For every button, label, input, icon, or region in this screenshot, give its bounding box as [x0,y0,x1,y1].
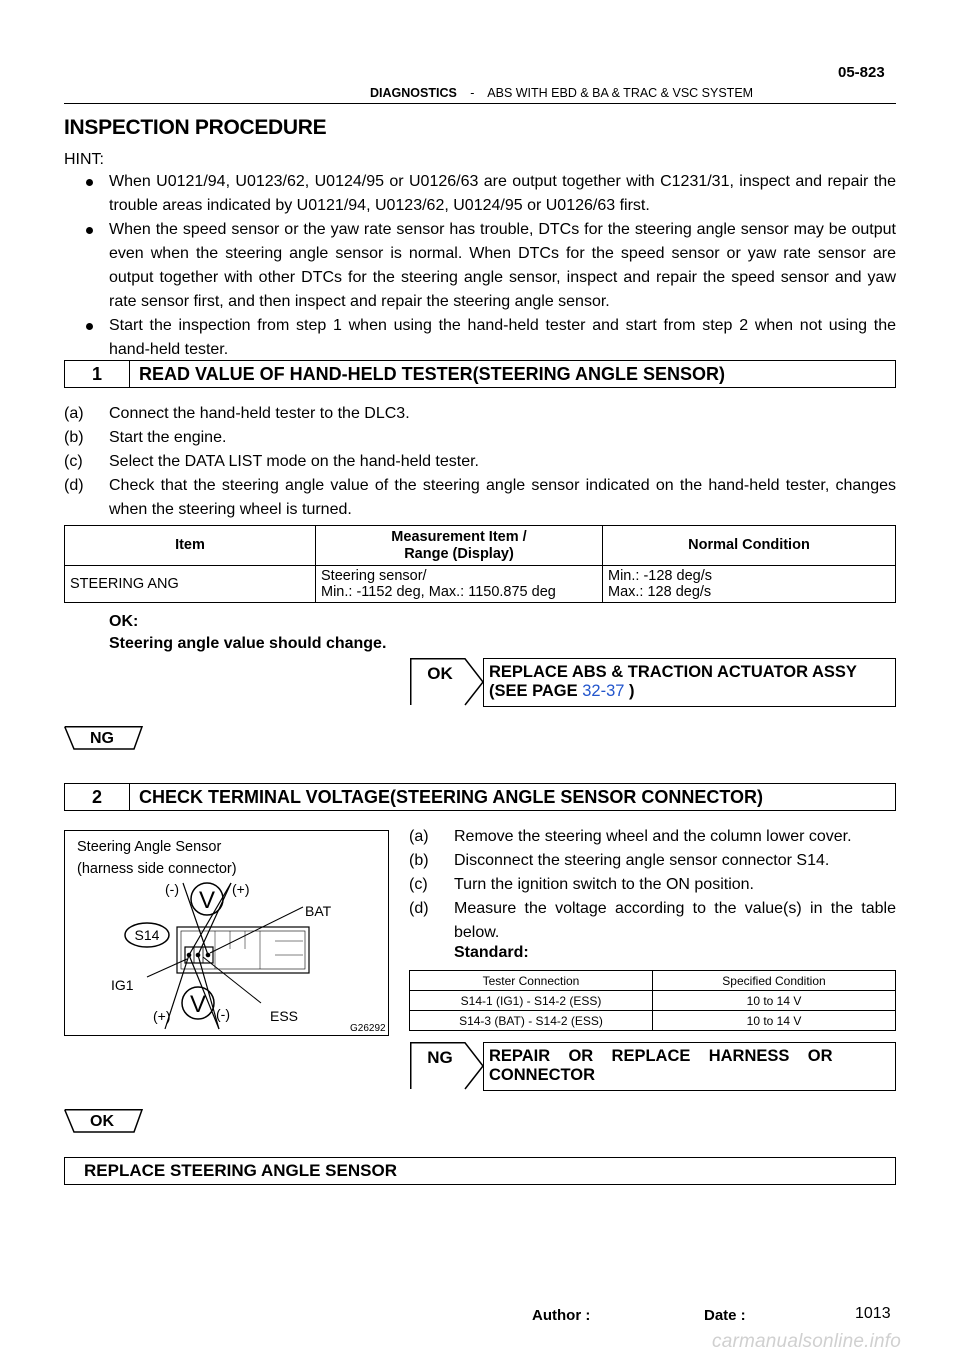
ok-result-tag [410,658,483,705]
terminal-plus-label: (+) [153,1008,171,1024]
instruction-item: (c) Turn the ignition switch to the ON position. [409,876,754,893]
step-number: 1 [65,361,130,387]
page-number: 05-823 [838,64,885,81]
result-line: REPLACE ABS & TRACTION ACTUATOR ASSY [489,663,857,681]
header-separator: - [470,86,475,100]
figure-caption: Steering Angle Sensor [77,839,222,855]
table-cell: 10 to 14 V [653,1011,896,1031]
step-number: 2 [65,784,130,810]
header-rule [64,103,896,104]
ng-result-box [483,1042,896,1091]
table-cell: S14-3 (BAT) - S14-2 (ESS) [410,1011,653,1031]
table-header-row [410,971,896,991]
instruction-item: (c) Select the DATA LIST mode on the hand-held tester. [64,453,479,470]
hint-label: HINT: [64,151,104,168]
table-header: Normal Condition [603,526,896,566]
connector-figure [64,830,389,1036]
result-line: REPAIR OR REPLACE HARNESS OR [489,1047,833,1065]
step-1-instructions [64,402,896,522]
terminal-plus-label: (+) [232,881,250,897]
tag-label: OK [427,664,453,683]
instruction-item: (a) Remove the steering wheel and the column lower cover. [409,828,852,845]
final-action: REPLACE STEERING ANGLE SENSOR [84,1161,397,1180]
instruction-item: (b) Start the engine. [64,429,227,446]
table-row [410,1011,896,1031]
header-title [370,86,753,100]
terminal-minus-label: (-) [165,881,179,897]
author-label: Author : [532,1307,591,1324]
hint-item: Start the inspection from step 1 when using the hand-held tester and start from step 2 when not using the hand-held tester. [64,314,896,362]
table-header-row [65,526,896,566]
table-cell: S14-1 (IG1) - S14-2 (ESS) [410,991,653,1011]
bullet-icon [86,227,93,234]
table-cell: 10 to 14 V [653,991,896,1011]
bullet-icon [86,179,93,186]
bat-label: BAT [305,903,332,919]
step-title: READ VALUE OF HAND-HELD TESTER(STEERING ANGLE SENSOR) [139,364,726,384]
hint-item: When the speed sensor or the yaw rate sensor has trouble, DTCs for the steering angle sensor may be output even when the steering angle sensor is normal. When DTCs for the speed sensor or yaw rate sensor are output together with other DTCs for the steering angle sensor, inspect and repair the speed sensor and yaw rate sensor first, and then inspect and repair the steering angle sensor. [64,218,896,314]
header-section: DIAGNOSTICS [370,86,457,100]
terminal-minus-label: (-) [216,1006,230,1022]
meter-label: V [189,991,207,1018]
tag-label: OK [90,1113,114,1130]
ig1-label: IG1 [111,977,134,993]
table-row [410,991,896,1011]
step-1-header [64,360,896,388]
instruction-item: (b) Disconnect the steering angle sensor connector S14. [409,852,830,869]
tag-label: NG [90,730,114,747]
ok-flow-tag [64,1109,142,1131]
figure-id: G26292 [350,1023,386,1034]
ng-flow-tag [64,726,142,748]
final-action-box [64,1157,896,1185]
ess-label: ESS [270,1008,299,1024]
watermark: carmanualsonline.info [712,1331,902,1352]
header-system: ABS WITH EBD & BA & TRAC & VSC SYSTEM [487,86,754,100]
footer-page-number: 1013 [855,1305,891,1322]
connector-body [177,927,309,973]
result-line: (SEE PAGE 32-37 ) [489,682,635,700]
ok-result-box [483,658,896,707]
instruction-item: (d) Measure the voltage according to the value(s) in the table below. [409,900,896,941]
instruction-item: (a) Connect the hand-held tester to the DLC3. [64,405,410,422]
step-2-header [64,783,896,811]
table-header: Measurement Item / Range (Display) [316,526,603,566]
connector-diagram [65,831,388,1035]
tag-label: NG [427,1048,453,1067]
table-row [65,566,896,603]
table-cell: STEERING ANG [65,566,316,603]
table-header: Tester Connection [410,971,653,991]
ok-label: OK: [109,613,139,630]
figure-caption: (harness side connector) [77,861,237,877]
date-label: Date : [704,1307,746,1324]
ok-condition: Steering angle value should change. [109,635,387,652]
data-list-table [64,525,896,603]
bullet-icon [86,323,93,330]
ng-result-tag [410,1042,483,1089]
instruction-item: (d) Check that the steering angle value of the steering angle sensor indicated on the hand-held tester, changes when the steering wheel is turned. [64,477,896,518]
voltage-table [409,970,896,1031]
hint-item: When U0121/94, U0123/62, U0124/95 or U0126/63 are output together with C1231/31, inspect and repair the trouble areas indicated by U0121/94, U0123/62, U0124/95 or U0126/63 first. [64,170,896,218]
connector-id: S14 [134,927,160,943]
table-header: Item [65,526,316,566]
table-header: Specified Condition [653,971,896,991]
page-link[interactable]: 32-37 [582,682,625,700]
hint-list [64,170,896,362]
meter-label: V [198,887,216,914]
standard-label: Standard: [454,944,529,961]
step-title: CHECK TERMINAL VOLTAGE(STEERING ANGLE SENSOR CONNECTOR) [139,787,764,807]
table-cell: Min.: -128 deg/s Max.: 128 deg/s [603,566,896,603]
result-line: CONNECTOR [489,1066,596,1084]
step-2-instructions [409,825,896,945]
table-cell: Steering sensor/ Min.: -1152 deg, Max.: 1150.875 deg [316,566,603,603]
page-title: INSPECTION PROCEDURE [64,116,327,139]
